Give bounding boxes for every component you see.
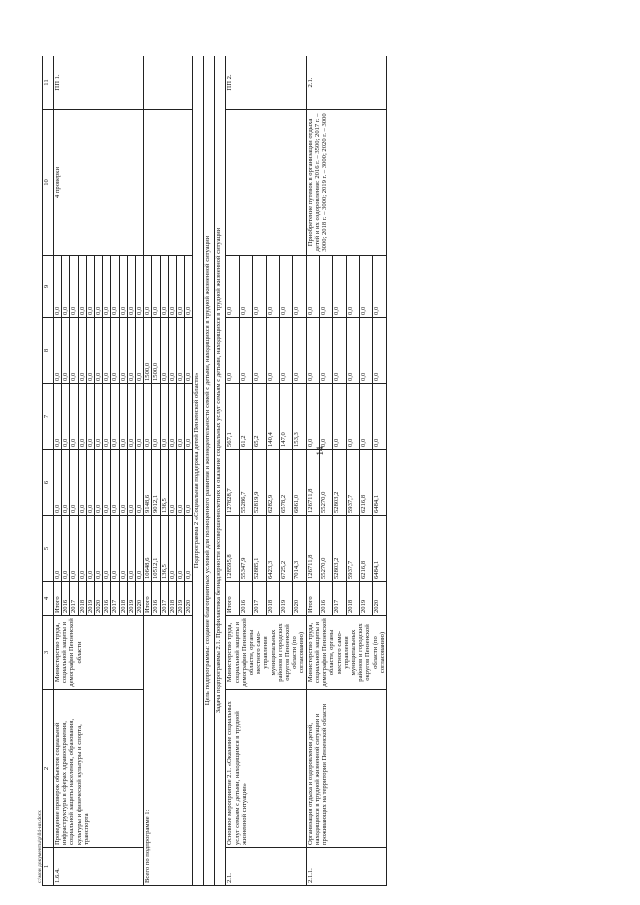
total-subprogram-1-value: 2019 (177, 582, 185, 616)
activity-211-code: 2.1. (306, 56, 386, 110)
activity-21-value: 0,0 (253, 318, 266, 384)
activity-164-value: 2018 (119, 582, 127, 616)
activity-164-value: 0,0 (95, 450, 103, 516)
total-subprogram-1-value: 9148,6 (144, 450, 152, 516)
activity-164-name: Проведение проверок объектов социальной инфраструктуры в сферах здравоохранения, социальной защиты населения, образования, культуры и физической культуры и спорта, транспорта (54, 690, 144, 848)
activity-21-value: 127828,7 (226, 450, 239, 516)
activity-211-value: 0,0 (320, 384, 333, 450)
activity-211-value: 2016 (320, 582, 333, 616)
activity-211-value: 0,0 (306, 384, 319, 450)
total-subprogram-1-value: 2020 (185, 582, 193, 616)
activity-211-value: 2019 (360, 582, 373, 616)
total-subprogram-1-value: 0,0 (185, 450, 193, 516)
total-subprogram-1-value: 136,5 (160, 450, 168, 516)
activity-21-value: 0,0 (239, 318, 252, 384)
activity-164-value: 0,0 (95, 384, 103, 450)
subprogram-2-title-row (193, 56, 204, 886)
activity-164-value: 0,0 (70, 256, 78, 318)
subprogram-goal-row (204, 56, 215, 886)
activity-21-value: 147,0 (279, 384, 292, 450)
activity-164-value: 0,0 (62, 384, 70, 450)
activity-164-value: 0,0 (119, 384, 127, 450)
activity-21-value: 6725,2 (279, 516, 292, 582)
activity-164-value: 0,0 (103, 450, 111, 516)
activity-211-value: 0,0 (333, 256, 346, 318)
total-subprogram-1-value: 0,0 (185, 384, 193, 450)
rotated-table-area (42, 56, 602, 886)
activity-21-value: 2016 (239, 582, 252, 616)
total-subprogram-1-value: 9012,1 (152, 450, 160, 516)
subprogram-task: Задача подпрограммы 2.1. Профилактика безнадзорности несовершеннолетних и оказание социальных услуг семьям с детьми, находящихся в трудной жизненной ситуации (215, 56, 226, 886)
activity-211-value: 0,0 (360, 318, 373, 384)
activity-164-value: 0,0 (54, 384, 62, 450)
activity-211-value: 2017 (333, 582, 346, 616)
total-subprogram-1-value: 0,0 (168, 318, 176, 384)
total-subprogram-1-value: 1500,0 (152, 318, 160, 384)
activity-164-value: 0,0 (136, 256, 144, 318)
activity-164-value: 0,0 (70, 318, 78, 384)
activity-21-value: 0,0 (226, 256, 239, 318)
column-header-5: 5 (43, 516, 54, 582)
activity-21-indicator (226, 110, 306, 256)
activity-211-value: 6216,8 (360, 450, 373, 516)
activity-21-value: 6578,2 (279, 450, 292, 516)
activity-164-value: 0,0 (70, 450, 78, 516)
activity-164-value: 0,0 (111, 516, 119, 582)
column-header-11: 11 (43, 56, 54, 110)
activity-164-value: 0,0 (103, 318, 111, 384)
column-header-3: 3 (43, 616, 54, 690)
activity-164-code: ПП 1. (54, 56, 144, 110)
activity-21-name: Основное мероприятие 2.1. «Оказание социальных услуг семьям с детьми, находящимся в трудной жизненной ситуации» (226, 690, 306, 848)
activity-21-value: 55347,9 (239, 516, 252, 582)
activity-211-value: 0,0 (360, 384, 373, 450)
activity-164-value: 0,0 (136, 516, 144, 582)
total-subprogram-1-value: 0,0 (168, 516, 176, 582)
total-subprogram-1-value: 0,0 (177, 384, 185, 450)
activity-21-value: Итого (226, 582, 239, 616)
activity-21-value: 6282,9 (266, 450, 279, 516)
column-header-2: 2 (43, 690, 54, 848)
total-subprogram-1-value: 1500,0 (144, 318, 152, 384)
activity-164-value: 0,0 (111, 384, 119, 450)
total-subprogram-1-value: 0,0 (168, 450, 176, 516)
activity-211-value: 0,0 (373, 256, 386, 318)
activity-211-value: 6484,1 (373, 450, 386, 516)
total-subprogram-1-indicator (144, 110, 193, 256)
total-subprogram-1-value: 0,0 (160, 256, 168, 318)
activity-211-value: 0,0 (346, 318, 359, 384)
activity-164-value: 2020 (95, 582, 103, 616)
activity-21-code: ПП 2. (226, 56, 306, 110)
activity-164-value: 0,0 (78, 256, 86, 318)
activity-21-value: 0,0 (239, 256, 252, 318)
activity-164-value: 0,0 (103, 256, 111, 318)
activity-21-value: 140,4 (266, 384, 279, 450)
activity-211-value: 0,0 (320, 256, 333, 318)
activity-21-value: 0,0 (226, 318, 239, 384)
activity-21-value: 52885,1 (253, 516, 266, 582)
total-subprogram-1-code (144, 56, 193, 110)
activity-211-value: 126711,8 (306, 450, 319, 516)
total-subprogram-1-label: Всего по подпрограмме 1: (144, 616, 193, 886)
activity-164-value: 0,0 (70, 516, 78, 582)
total-subprogram-1-value: 2018 (168, 582, 176, 616)
activity-164-value: 0,0 (103, 384, 111, 450)
column-header-4: 4 (43, 582, 54, 616)
total-subprogram-1-value: 0,0 (185, 516, 193, 582)
activity-21-value: 55286,7 (239, 450, 252, 516)
activity-164-row (54, 56, 62, 886)
total-subprogram-1-value: 10512,1 (152, 516, 160, 582)
total-subprogram-1-value: 0,0 (177, 318, 185, 384)
activity-211-value: 0,0 (333, 384, 346, 450)
activity-164-value: 2019 (127, 582, 135, 616)
activity-164-value: 2016 (103, 582, 111, 616)
activity-21-value: 52819,9 (253, 450, 266, 516)
activity-21-value: 7014,3 (293, 516, 306, 582)
activity-21-value: 2017 (253, 582, 266, 616)
activity-164-value: 0,0 (62, 256, 70, 318)
activity-21-value: 2020 (293, 582, 306, 616)
activity-164-value: 0,0 (103, 516, 111, 582)
activity-211-number: 2.1.1. (306, 848, 386, 886)
activity-211-value: 5937,7 (346, 516, 359, 582)
activity-164-value: 2018 (78, 582, 86, 616)
activity-164-value: Итого (54, 582, 62, 616)
total-subprogram-1-value: 0,0 (144, 256, 152, 318)
activity-164-value: 0,0 (78, 450, 86, 516)
total-subprogram-1-value: 0,0 (185, 318, 193, 384)
activity-164-value: 0,0 (127, 256, 135, 318)
activity-21-value: 0,0 (266, 318, 279, 384)
activity-164-value: 0,0 (111, 450, 119, 516)
activity-164-value: 2016 (62, 582, 70, 616)
total-subprogram-1-row (144, 56, 152, 886)
activity-164-value: 2019 (86, 582, 94, 616)
activity-164-value: 0,0 (127, 450, 135, 516)
total-subprogram-1-value: Итого (144, 582, 152, 616)
activity-164-value: 0,0 (62, 318, 70, 384)
total-subprogram-1-value: 0,0 (185, 256, 193, 318)
activity-164-value: 0,0 (119, 256, 127, 318)
total-subprogram-1-value: 0,0 (177, 256, 185, 318)
column-header-10: 10 (43, 110, 54, 256)
activity-21-value: 0,0 (293, 318, 306, 384)
activity-164-value: 0,0 (95, 516, 103, 582)
activity-21-value: 0,0 (279, 318, 292, 384)
activity-211-value: 0,0 (360, 256, 373, 318)
activity-164-value: 0,0 (119, 516, 127, 582)
activity-21-row (226, 56, 239, 886)
activity-164-value: 0,0 (70, 384, 78, 450)
activity-164-value: 0,0 (78, 516, 86, 582)
total-subprogram-1-value: 2017 (160, 582, 168, 616)
activity-164-number: 1.6.4. (54, 848, 144, 886)
total-subprogram-1-value: 0,0 (160, 318, 168, 384)
activity-21-value: 65,2 (253, 384, 266, 450)
activity-211-value: 0,0 (306, 256, 319, 318)
column-header-9: 9 (43, 256, 54, 318)
activity-164-value: 0,0 (86, 384, 94, 450)
activity-21-value: 6861,0 (293, 450, 306, 516)
activity-164-value: 0,0 (136, 318, 144, 384)
activity-164-value: 2017 (111, 582, 119, 616)
activity-164-value: 0,0 (54, 256, 62, 318)
activity-211-value: 5937,7 (346, 450, 359, 516)
activity-21-value: 0,0 (279, 256, 292, 318)
activity-211-name: Организация отдыха и оздоровления детей, находящихся в трудной жизненной ситуации и проживающих на территории Пензенской области (306, 690, 386, 848)
activity-164-value: 0,0 (86, 318, 94, 384)
subprogram-2-title: Подпрограмма 2 «Социальная поддержка детей Пензенской области» (193, 56, 204, 886)
activity-21-value: 2018 (266, 582, 279, 616)
activity-164-value: 0,0 (54, 450, 62, 516)
activity-211-indicator: Приобретение путевок в организации отдыха детей и их оздоровления: 2016 г. – 3500; 2017 г. – 3000; 2018 г. – 3000; 2019 г. – 3000; 2020 г. – 3000 (306, 110, 386, 256)
activity-211-row (306, 56, 319, 886)
activity-21-value: 0,0 (293, 256, 306, 318)
total-subprogram-1-value: 0,0 (160, 384, 168, 450)
activity-164-value: 0,0 (54, 318, 62, 384)
total-subprogram-1-value: 0,0 (144, 384, 152, 450)
activity-21-executor: Министерство труда, социальной защиты и демографии Пензенской области, органы местного само-управления муниципальных районов и городских округов Пензенской области (по согласованию) (226, 616, 306, 690)
activity-211-value: 2020 (373, 582, 386, 616)
activity-164-value: 0,0 (78, 318, 86, 384)
activity-21-value: 128595,8 (226, 516, 239, 582)
activity-164-value: 0,0 (127, 318, 135, 384)
activity-21-value: 6423,3 (266, 516, 279, 582)
activity-164-executor: Министерство труда, социальной защиты и демографии Пензенской области (54, 616, 144, 690)
activity-164-value: 2020 (136, 582, 144, 616)
column-header-7: 7 (43, 384, 54, 450)
activity-164-value: 0,0 (127, 384, 135, 450)
activity-164-value: 0,0 (62, 450, 70, 516)
activity-164-indicator: 4 проверки (54, 110, 144, 256)
activity-211-executor: Министерство труда, социальной защиты и демографии Пензенской области, органы местного само-управления муниципальных районов и городских округов Пензенской области (по согласованию) (306, 616, 386, 690)
activity-164-value: 0,0 (119, 450, 127, 516)
activity-211-value: 0,0 (373, 384, 386, 450)
activity-211-value: 6216,8 (360, 516, 373, 582)
total-subprogram-1-value: 0,0 (168, 384, 176, 450)
activity-21-number: 2.1. (226, 848, 306, 886)
activity-211-value: 0,0 (306, 318, 319, 384)
activity-164-value: 0,0 (86, 256, 94, 318)
column-number-row (43, 56, 54, 886)
activity-164-value: 0,0 (119, 318, 127, 384)
total-subprogram-1-value: 136,5 (160, 516, 168, 582)
total-subprogram-1-value: 0,0 (168, 256, 176, 318)
activity-21-value: 0,0 (253, 256, 266, 318)
column-header-1: 1 (43, 848, 54, 886)
activity-164-value: 0,0 (86, 516, 94, 582)
total-subprogram-1-value: 0,0 (177, 450, 185, 516)
activity-164-value: 0,0 (54, 516, 62, 582)
activity-164-value: 0,0 (111, 256, 119, 318)
activity-164-value: 0,0 (95, 256, 103, 318)
activity-21-value: 2019 (279, 582, 292, 616)
activity-211-value: 0,0 (373, 318, 386, 384)
subprogram-goal: Цель подпрограммы: создание благоприятных условий для полноценного развития и жизнедеятельности семей с детьми, находящихся в трудной жизненной ситуации (204, 56, 215, 886)
activity-164-value: 0,0 (136, 384, 144, 450)
activity-211-value: 52803,2 (333, 516, 346, 582)
activity-164-value: 0,0 (127, 516, 135, 582)
activity-211-value: 55270,0 (320, 450, 333, 516)
activity-164-value: 0,0 (95, 318, 103, 384)
activity-211-value: 0,0 (346, 256, 359, 318)
activity-211-value: 126711,8 (306, 516, 319, 582)
activity-164-value: 0,0 (111, 318, 119, 384)
activity-21-value: 61,2 (239, 384, 252, 450)
program-table (42, 56, 387, 886)
activity-211-value: 0,0 (346, 384, 359, 450)
total-subprogram-1-value: 10648,6 (144, 516, 152, 582)
activity-21-value: 153,3 (293, 384, 306, 450)
page-number: 14 (315, 446, 325, 456)
total-subprogram-1-value: 0,0 (177, 516, 185, 582)
total-subprogram-1-value: 0,0 (152, 384, 160, 450)
activity-211-value: 2018 (346, 582, 359, 616)
activity-211-value: 0,0 (333, 318, 346, 384)
subprogram-task-row (215, 56, 226, 886)
activity-211-value: Итого (306, 582, 319, 616)
activity-164-value: 0,0 (62, 516, 70, 582)
activity-164-value: 0,0 (136, 450, 144, 516)
activity-164-value: 0,0 (86, 450, 94, 516)
footer-file-path: c:\мои документы\p\04-ип.docx (37, 810, 43, 883)
activity-211-value: 6484,1 (373, 516, 386, 582)
total-subprogram-1-value: 0,0 (152, 256, 160, 318)
activity-21-value: 0,0 (266, 256, 279, 318)
activity-211-value: 0,0 (320, 318, 333, 384)
activity-211-value: 52803,2 (333, 450, 346, 516)
activity-211-value: 55270,0 (320, 516, 333, 582)
column-header-6: 6 (43, 450, 54, 516)
activity-21-value: 567,1 (226, 384, 239, 450)
activity-164-value: 0,0 (78, 384, 86, 450)
total-subprogram-1-value: 2016 (152, 582, 160, 616)
column-header-8: 8 (43, 318, 54, 384)
activity-164-value: 2017 (70, 582, 78, 616)
